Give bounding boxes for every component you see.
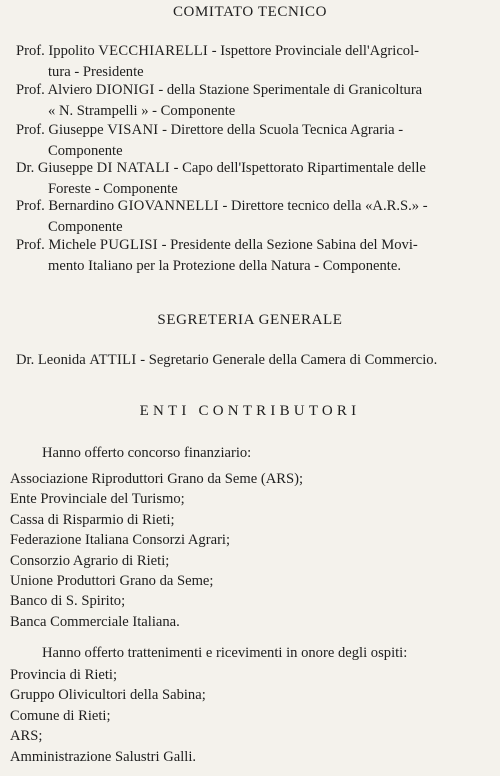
member-title: Prof. Bernardino bbox=[16, 198, 118, 214]
segreteria-heading: SEGRETERIA GENERALE bbox=[157, 312, 343, 328]
comitato-member bbox=[16, 80, 492, 122]
list-item: Associazione Riproduttori Grano da Seme (ARS); bbox=[10, 471, 304, 487]
list-item: Cassa di Risparmio di Rieti; bbox=[10, 511, 175, 528]
list-item: Gruppo Olivicultori della Sabina; bbox=[10, 687, 206, 704]
ospiti-intro: Hanno offerto trattenimenti e ricevimenti in onore degli ospiti: bbox=[42, 645, 408, 661]
member-role: - Direttore tecnico della «A.R.S.» - bbox=[218, 198, 428, 214]
member-surname: DI NATALI bbox=[96, 160, 170, 176]
list-item: Ente Provinciale del Turismo; bbox=[10, 491, 185, 508]
list-item: ARS; bbox=[10, 728, 43, 745]
member-role-continued: Foreste - Componente bbox=[48, 181, 178, 197]
member-surname: PUGLISI bbox=[99, 237, 158, 253]
list-item: Banca Commerciale Italiana. bbox=[10, 613, 180, 630]
member-surname: GIOVANNELLI bbox=[117, 198, 219, 214]
comitato-member bbox=[16, 120, 492, 162]
member-role: - Presidente della Sezione Sabina del Movi- bbox=[157, 237, 418, 253]
list-item: Federazione Italiana Consorzi Agrari; bbox=[10, 532, 231, 549]
ospiti-list bbox=[10, 665, 206, 767]
member-surname: VECCHIARELLI bbox=[98, 43, 209, 59]
list-item: Unione Produttori Grano da Seme; bbox=[10, 573, 214, 590]
list-item: Consorzio Agrario di Rieti; bbox=[10, 552, 170, 569]
member-role: - Capo dell'Ispettorato Ripartimentale delle bbox=[169, 160, 426, 176]
member-role: - Direttore della Scuola Tecnica Agraria - bbox=[158, 122, 404, 138]
list-item: Provincia di Rieti; bbox=[10, 667, 118, 683]
comitato-member bbox=[16, 235, 492, 277]
comitato-member bbox=[16, 41, 492, 83]
member-title: Prof. Giuseppe bbox=[16, 122, 108, 138]
member-surname: DIONIGI bbox=[95, 82, 155, 98]
finanziario-intro: Hanno offerto concorso finanziario: bbox=[42, 445, 252, 461]
enti-heading: ENTI CONTRIBUTORI bbox=[139, 403, 361, 419]
comitato-heading: COMITATO TECNICO bbox=[172, 4, 328, 20]
member-title: Dr. Giuseppe bbox=[16, 160, 97, 176]
member-role-continued: Componente bbox=[48, 143, 123, 159]
member-title: Prof. Ippolito bbox=[16, 43, 99, 59]
member-role-continued: Componente bbox=[48, 219, 123, 235]
segreteria-member bbox=[16, 350, 492, 371]
member-role-continued: mento Italiano per la Protezione della Natura - Componente. bbox=[48, 258, 401, 274]
comitato-member bbox=[16, 196, 492, 238]
member-role-continued: « N. Strampelli » - Componente bbox=[48, 103, 236, 119]
member-title: Prof. Alviero bbox=[16, 82, 96, 98]
member-title: Dr. Leonida bbox=[16, 352, 90, 368]
member-role-continued: tura - Presidente bbox=[48, 64, 144, 80]
member-surname: ATTILI bbox=[89, 352, 137, 368]
member-role: - della Stazione Sperimentale di Granicoltura bbox=[154, 82, 423, 98]
finanziari-list bbox=[10, 469, 303, 632]
list-item: Amministrazione Salustri Galli. bbox=[10, 748, 197, 765]
list-item: Comune di Rieti; bbox=[10, 707, 111, 724]
member-role: - Ispettore Provinciale dell'Agricol- bbox=[208, 43, 420, 59]
member-role: - Segretario Generale della Camera di Commercio. bbox=[136, 352, 438, 368]
list-item: Banco di S. Spirito; bbox=[10, 593, 126, 610]
comitato-member bbox=[16, 158, 492, 200]
member-surname: VISANI bbox=[107, 122, 159, 138]
member-title: Prof. Michele bbox=[16, 237, 100, 253]
